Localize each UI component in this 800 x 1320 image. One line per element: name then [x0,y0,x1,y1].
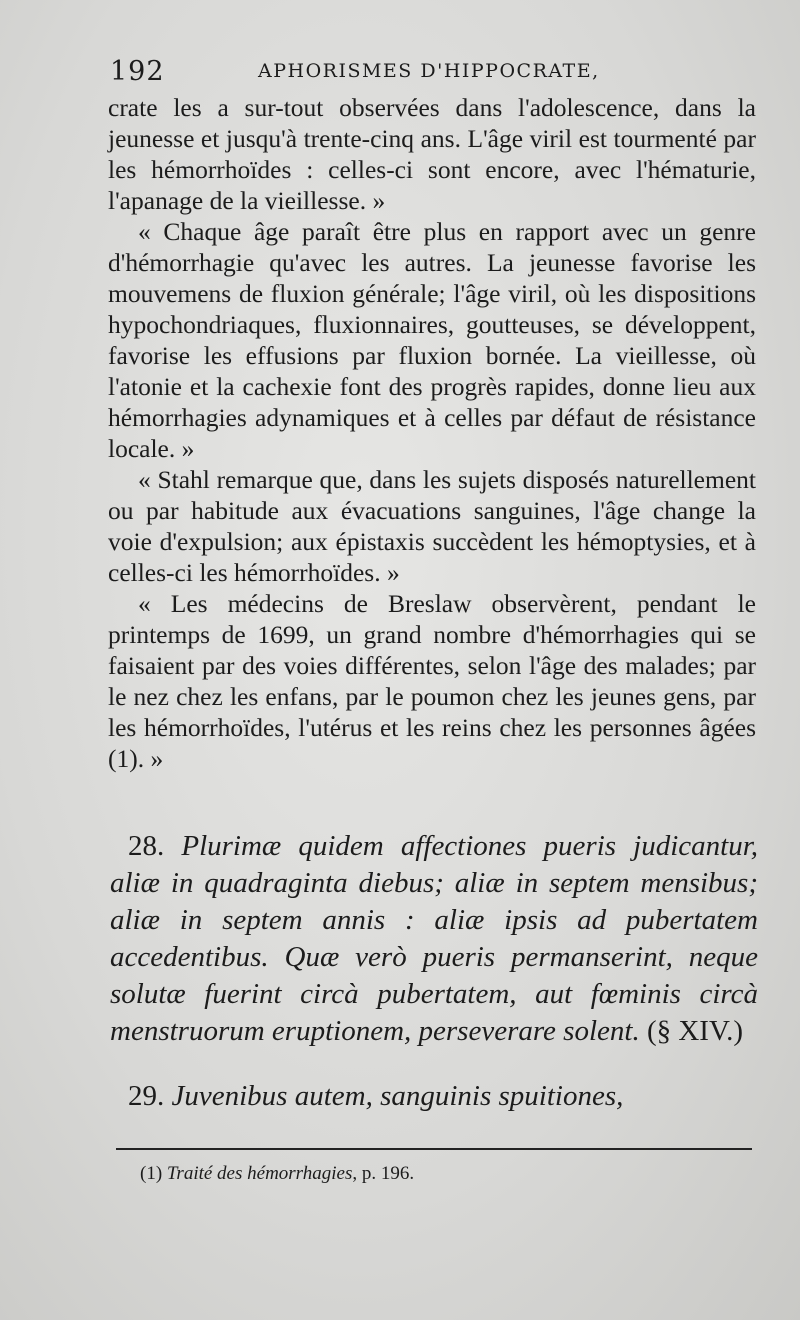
paragraph: « Stahl remarque que, dans les sujets disposés naturellement ou par habitude aux évacuations sanguines, l'âge change la voie d'expulsion; aux épistaxis succèdent les hémoptysies, et à celles-ci les hémorrhoïdes. » [108,465,756,587]
aphorism-29 [110,1078,758,1115]
footnote-title: Traité des hémorrhagies [166,1163,353,1184]
page-number: 192 [110,56,165,87]
aphorism-reference: (§ XIV.) [646,1015,744,1047]
aphorism-28 [110,828,758,1050]
aphorism-block [110,828,758,1115]
footnote-page-ref: , p. 196. [352,1163,415,1184]
aphorism-text: Juvenibus autem, sanguinis spuitiones, [171,1080,624,1112]
footnote-divider [116,1148,752,1150]
running-title: APHORISMES D'HIPPOCRATE, [258,60,600,82]
paragraph: « Les médecins de Breslaw observèrent, pendant le printemps de 1699, un grand nombre d'hémorrhagies qui se faisaient par des voies différentes, selon l'âge des malades; par le nez chez les enfans, par le poumon chez les jeunes gens, par les hémorrhoïdes, l'utérus et les reins chez les personnes âgées (1). » [108,589,756,773]
aphorism-number: 28. [128,830,165,862]
paragraph: crate les a sur-tout observées dans l'adolescence, dans la jeunesse et jusqu'à trente-cinq ans. L'âge viril est tourmenté par les hémorrhoïdes : celles-ci sont encore, avec l'hématurie, l'apanage de la vieillesse. » [108,93,756,215]
footnote [140,1162,740,1186]
commentary-text [108,92,756,774]
aphorism-text: Plurimæ quidem affectiones pueris judicantur, aliæ in quadraginta diebus; aliæ in septem mensibus; aliæ in septem annis : aliæ ipsis ad pubertatem accedentibus. Quæ verò pueris permanserint, neque solutæ fuerint circà pubertatem, aut fœminis circà menstruorum eruptionem, perseverare solent. [110,830,759,1047]
aphorism-number: 29. [128,1080,165,1112]
paragraph: « Chaque âge paraît être plus en rapport avec un genre d'hémorrhagie qu'avec les autres. La jeunesse favorise les mouvemens de fluxion générale; l'âge viril, où les dispositions hypochondriaques, fluxionnaires, goutteuses, se développent, favorise les effusions par fluxion bornée. La vieillesse, où l'atonie et la cachexie font des progrès rapides, donne lieu aux hémorrhagies adynamiques et à celles par défaut de résistance locale. » [108,217,756,463]
page-header [108,56,748,92]
footnote-marker: (1) [140,1163,163,1184]
